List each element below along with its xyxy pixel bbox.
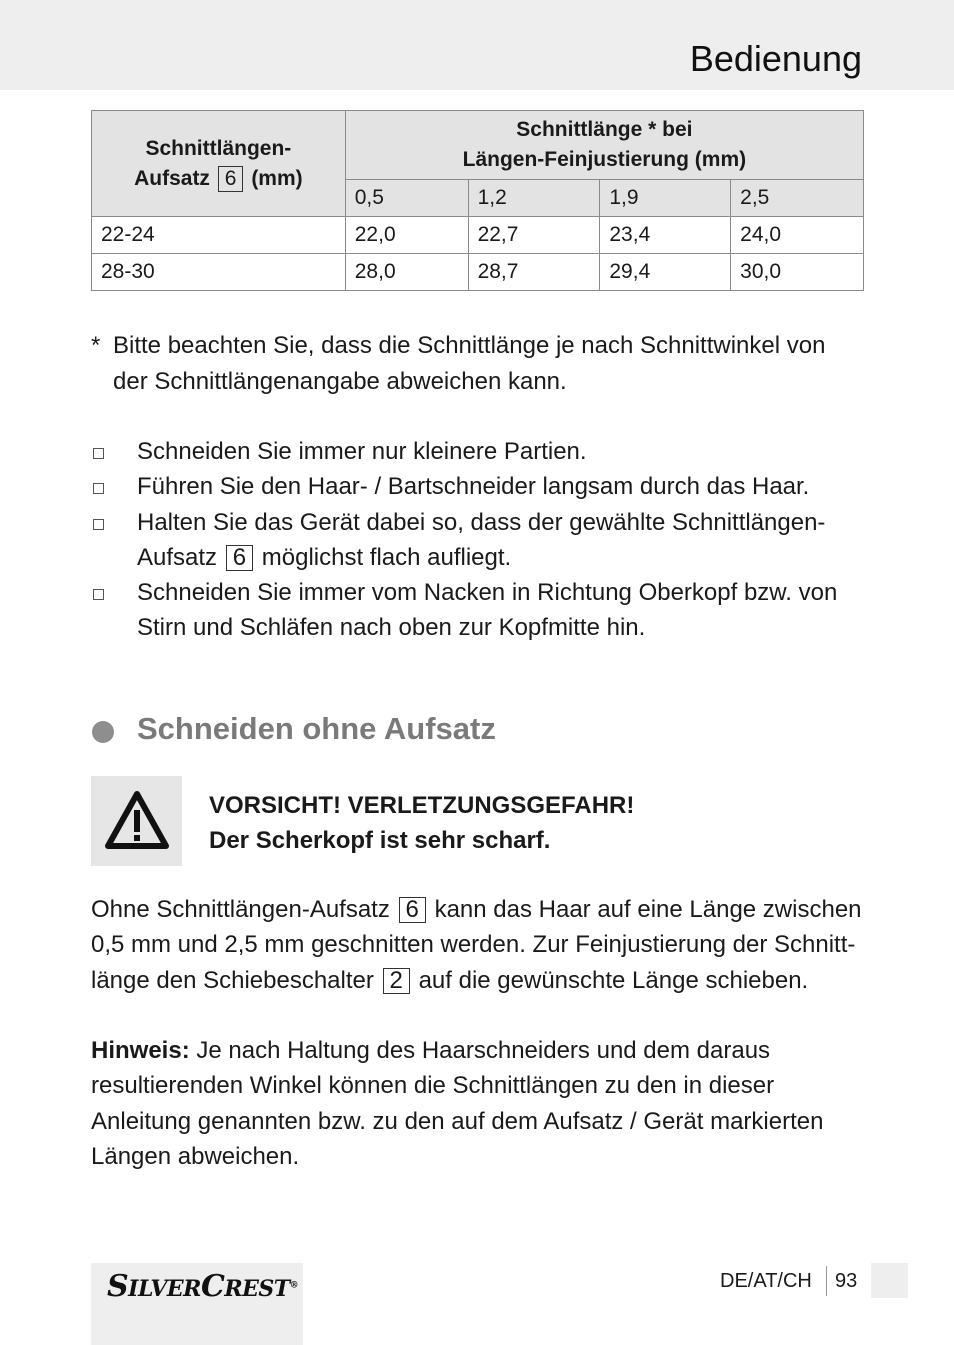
row-label: 28-30 [92, 254, 346, 291]
part-number-box: 2 [383, 968, 410, 994]
warning-triangle-icon [104, 790, 170, 852]
table-cell: 24,0 [731, 217, 864, 254]
warning-box [91, 776, 182, 866]
language-code: DE/AT/CH [720, 1270, 812, 1292]
hint-paragraph: Hinweis: Je nach Haltung des Haarschneiders und dem daraus resultierenden Winkel können die Schnittlängen zu den in dieser Anleitung genannten bzw. zu den auf dem Aufsatz / Gerät markierten Längen abweichen. [91, 1037, 824, 1170]
table-cell: 28,7 [468, 254, 600, 291]
brand-logo-box [91, 1263, 303, 1345]
footer-divider [826, 1266, 827, 1296]
table-cell: 22,0 [345, 217, 468, 254]
page-number: 93 [835, 1270, 858, 1292]
instruction-list [91, 434, 871, 646]
table-row [92, 254, 864, 291]
page-title: Bedienung [689, 38, 862, 79]
subheader-cell: 1,2 [468, 180, 600, 217]
list-item: Führen Sie den Haar- / Bartschneider langsam durch das Haar. [91, 469, 871, 504]
table-cell: 22,7 [468, 217, 600, 254]
cutting-length-table [91, 110, 864, 291]
square-bullet-icon [93, 483, 104, 494]
list-item: Schneiden Sie immer nur kleinere Partien. [91, 434, 871, 469]
subheader-cell: 1,9 [600, 180, 731, 217]
hint-label: Hinweis: [91, 1037, 190, 1064]
table-cell: 30,0 [731, 254, 864, 291]
subheader-cell: 2,5 [731, 180, 864, 217]
footnote [91, 328, 871, 400]
square-bullet-icon [93, 589, 104, 600]
section-title: Schneiden ohne Aufsatz [137, 711, 496, 746]
silvercrest-logo: SILVERCREST® [107, 1269, 299, 1304]
list-item: Halten Sie das Gerät dabei so, dass der gewählte Schnittlängen- Aufsatz 6 möglichst flach aufliegt. [91, 505, 871, 576]
subheader-cell: 0,5 [345, 180, 468, 217]
part-number-box: 6 [218, 166, 244, 192]
part-number-box: 6 [226, 545, 253, 571]
square-bullet-icon [93, 519, 104, 530]
footnote-star: * [91, 332, 101, 359]
header-fine-adjust: Schnittlänge * bei Längen-Feinjustierung (mm) [345, 111, 863, 180]
table-cell: 23,4 [600, 217, 731, 254]
part-number-box: 6 [399, 897, 426, 923]
square-bullet-icon [93, 448, 104, 459]
header-attachment: Schnittlängen- Aufsatz 6 (mm) [92, 111, 346, 217]
list-item: Schneiden Sie immer vom Nacken in Richtung Oberkopf bzw. von Stirn und Schläfen nach oben zur Kopfmitte hin. [91, 575, 871, 646]
paragraph-no-attachment: Ohne Schnittlängen-Aufsatz 6 kann das Haar auf eine Länge zwischen 0,5 mm und 2,5 mm geschnitten werden. Zur Feinjustierung der Schnitt- länge den Schiebeschalter 2 auf die gewünschte Länge schieben. [91, 896, 862, 994]
page-corner-tab [871, 1263, 908, 1298]
section-bullet-icon [92, 721, 114, 743]
warning-text: VORSICHT! VERLETZUNGSGEFAHR! Der Scherkopf ist sehr scharf. [209, 792, 635, 854]
footnote-text: Bitte beachten Sie, dass die Schnittlänge je nach Schnittwinkel von der Schnittlängenangabe abweichen kann. [113, 332, 826, 395]
table-cell: 28,0 [345, 254, 468, 291]
row-label: 22-24 [92, 217, 346, 254]
table-row [92, 217, 864, 254]
table-cell: 29,4 [600, 254, 731, 291]
table-header-row [92, 111, 864, 180]
